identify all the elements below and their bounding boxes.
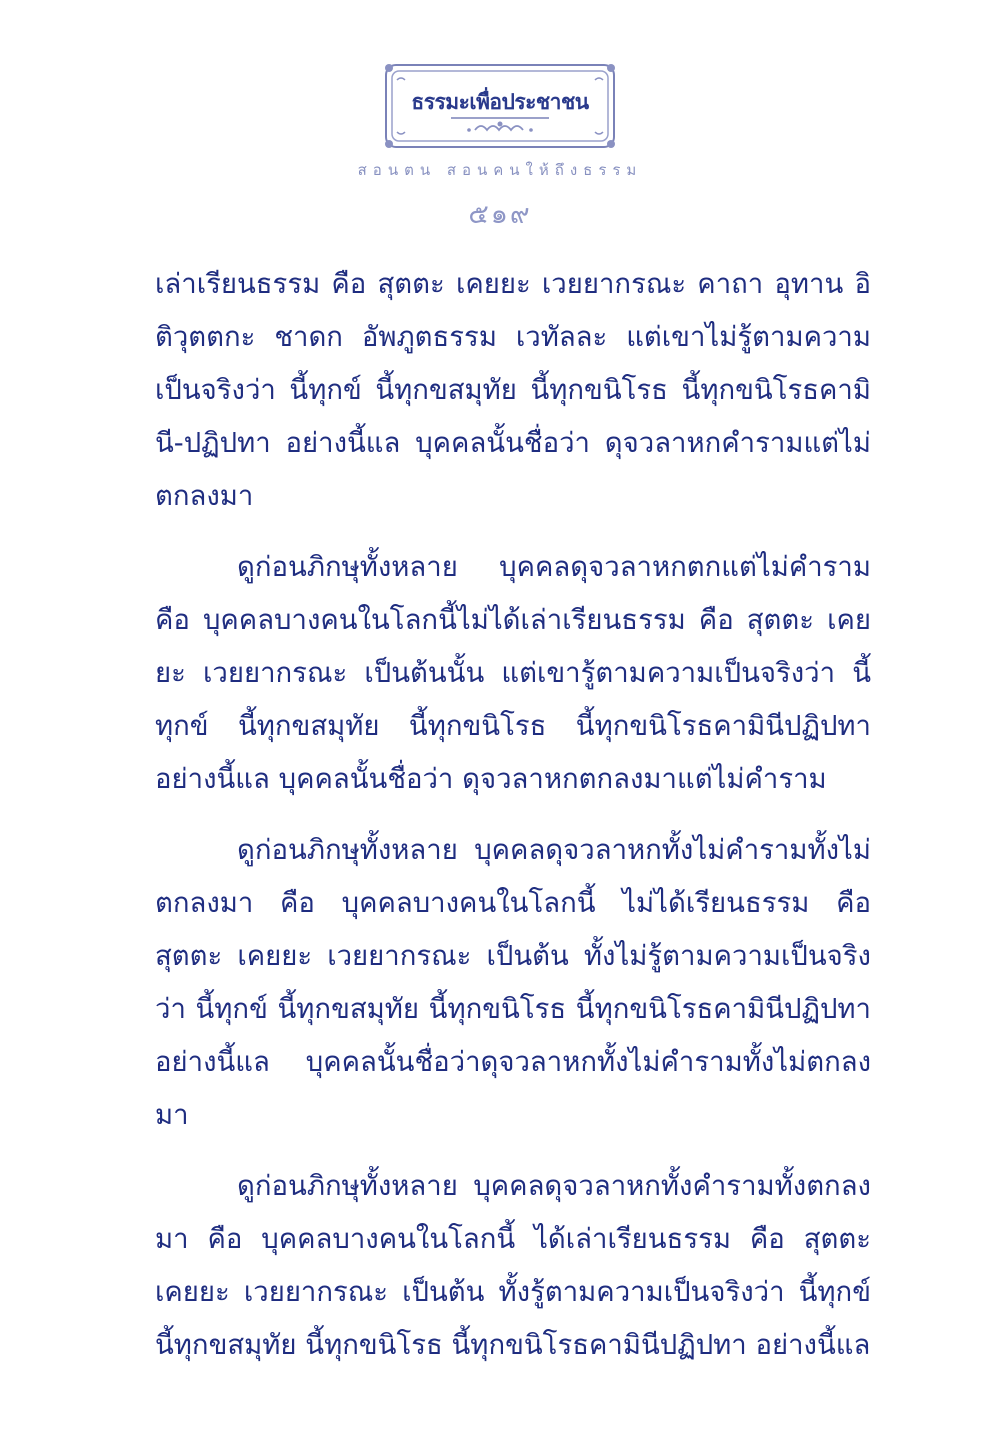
- logo: [381, 60, 619, 152]
- paragraph-4: ดูก่อนภิกษุทั้งหลาย บุคคลดุจวลาหกทั้งคำรามทั้งตกลงมา คือ บุคคลบางคนในโลกนี้ ได้เล่าเรียนธรรม คือ สุตตะ เคยยะ เวยยากรณะ เป็นต้น ทั้งรู้ตามความเป็นจริงว่า นี้ทุกข์ นี้ทุกขสมุทัย นี้ทุกขนิโรธ นี้ทุกขนิโรธคามินีปฏิปทา อย่างนี้แล: [155, 1170, 871, 1361]
- paragraph-2: ดูก่อนภิกษุทั้งหลาย บุคคลดุจวลาหกตกแต่ไม่คำราม คือ บุคคลบางคนในโลกนี้ไม่ได้เล่าเรียนธรรม คือ สุตตะ เคยยะ เวยยากรณะ เป็นต้นนั้น แต่เขารู้ตามความเป็นจริงว่า นี้ทุกข์ นี้ทุกขสมุทัย นี้ทุกขนิโรธ นี้ทุกขนิโรธคามินีปฏิปทา อย่างนี้แล บุคคลนั้นชื่อว่า ดุจวลาหกตกลงมาแต่ไม่คำราม: [155, 551, 871, 795]
- logo-text: ธรรมะเพื่อประชาชน: [411, 90, 589, 114]
- body-text: [155, 258, 871, 1390]
- paragraph-1: เล่าเรียนธรรม คือ สุตตะ เคยยะ เวยยากรณะ คาถา อุทาน อิติวุตตกะ ชาดก อัพภูตธรรม เวทัลละ แต่เขาไม่รู้ตามความเป็นจริงว่า นี้ทุกข์ นี้ทุกขสมุทัย นี้ทุกขนิโรธ นี้ทุกขนิโรธคามินี-ปฏิปทา อย่างนี้แล บุคคลนั้นชื่อว่า ดุจวลาหกคำรามแต่ไม่ตกลงมา: [155, 268, 871, 512]
- page-header: [0, 60, 1000, 235]
- page-number: ๕๑๙: [468, 199, 532, 230]
- paragraph-3: ดูก่อนภิกษุทั้งหลาย บุคคลดุจวลาหกทั้งไม่คำรามทั้งไม่ตกลงมา คือ บุคคลบางคนในโลกนี้ ไม่ได้เรียนธรรม คือ สุตตะ เคยยะ เวยยากรณะ เป็นต้น ทั้งไม่รู้ตามความเป็นจริงว่า นี้ทุกข์ นี้ทุกขสมุทัย นี้ทุกขนิโรธ นี้ทุกขนิโรธคามินีปฏิปทา อย่างนี้แล บุคคลนั้นชื่อว่าดุจวลาหกทั้งไม่คำรามทั้งไม่ตกลงมา: [155, 834, 871, 1131]
- header-subtitle: สอนตน สอนคนให้ถึงธรรม: [357, 161, 643, 179]
